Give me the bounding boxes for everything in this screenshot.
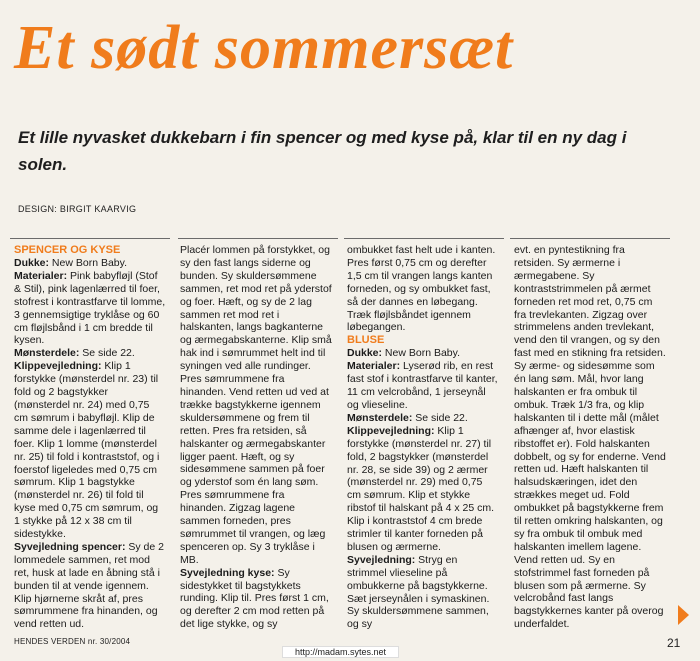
paragraph-syvejledning-spencer <box>14 541 166 631</box>
paragraph-bluse-klippevejledning <box>347 425 499 554</box>
label-bluse-syvejledning: Syvejledning: <box>347 553 416 566</box>
text-bluse-materialer: Lyserød rib, en rest fast stof i kontrastfarve til kanter, 11 cm velcrobånd, 1 jerseynål og vlieseline. <box>347 360 498 411</box>
source-url[interactable]: http://madam.sytes.net <box>282 646 399 658</box>
paragraph-materialer <box>14 270 166 347</box>
text-column-3 <box>347 244 499 631</box>
text-bluse-monsterdele: Se side 22. <box>412 411 468 424</box>
paragraph-bluse-materialer <box>347 360 499 412</box>
column-rule-2 <box>178 238 338 239</box>
design-credit: DESIGN: BIRGIT KAARVIG <box>18 204 137 214</box>
label-materialer: Materialer: <box>14 269 68 282</box>
column-rule-1 <box>10 238 170 239</box>
text-syvejledning-kyse: Sy sidestykket til bagstykkets runding. Klip til. Pres først 1 cm, og derefter 2 cm mod retten på det lige stykke, og sy <box>180 566 329 631</box>
label-syvejledning-kyse: Syvejledning kyse: <box>180 566 275 579</box>
label-dukke: Dukke: <box>14 257 50 269</box>
paragraph-monsterdele <box>14 347 166 360</box>
text-column-1 <box>14 244 166 631</box>
paragraph-spencer-continued: Placér lommen på forstykket, og sy den fast langs siderne og bunden. Sy skuldersømmene sammen, ret mod ret på yderstof og foer. Hæft, og sy de 2 lag sammen ret mod ret i halskanten, langs bagkanterne og ærmegabskanterne. Klip små hak ind i sømrummet helt ind til syningen ved alle rundinger. Pres sømrummene fra hinanden. Vend retten ud ved at trække bagstykkerne igennem skuldersømmene og frem til retten. Pres fra retsiden, så halskanter og ærmegabskanter ligger paent. Hæft, og sy sidesømmene sammen på foer og yderstof som én lang søm. Pres sømrummene fra hinanden. Zigzag lagene sammen forneden, pres sømrummet til vrangen, og læg spenceren op. Sy 3 tryklåse i MB. <box>180 244 332 566</box>
label-bluse-klippevejledning: Klippevejledning: <box>347 424 435 437</box>
text-bluse-klippevejledning: Klip 1 forstykke (mønsterdel nr. 27) til fold, 2 bagstykker (mønsterdel nr. 28, se side 39) og 2 ærmer (mønsterdel nr. 29) med 0,75 cm sømrum. Klip et stykke ribstof til halskant på 4 x 25 cm. Klip i kontraststof 4 cm brede strimler til kanter forneden på blusen og ærmerne. <box>347 424 495 553</box>
paragraph-bluse-syvejledning <box>347 554 499 631</box>
section-heading-bluse: BLUSE <box>347 334 385 347</box>
label-syvejledning-spencer: Syvejledning spencer: <box>14 540 126 553</box>
text-bluse-syvejledning: Stryg en strimmel vlieseline på ombukkerne på bagstykkerne. Sæt jerseynålen i symaskinen. Sy skuldersømmene sammen, og sy <box>347 553 490 631</box>
label-monsterdele: Mønsterdele: <box>14 347 80 360</box>
section-heading-spencer: SPENCER OG KYSE <box>14 244 121 256</box>
page-title: Et sødt sommersæt <box>14 14 514 82</box>
paragraph-kyse-continued: ombukket fast helt ude i kanten. Pres først 0,75 cm og derefter 1,5 cm til vrangen langs kanten forneden, og sy ombukket fast, så der dannes en løbegang. Træk fløjlsbåndet igennem løbegangen. <box>347 244 496 334</box>
paragraph-bluse-continued: evt. en pyntestikning fra retsiden. Sy ærmerne i ærmegabene. Sy kontraststrimmelen på ærmet forneden ret mod ret, 0,75 cm fra trevlekanten. Zigzag over strimmelens anden trevlekant, vend den til vrangen, og sy den fast med en stikning fra retsiden. Sy ærme- og sidesømme som én lang søm. Mål, hvor lang halskanten er fra ombuk til ombuk. Træk 1/3 fra, og klip halskanten til i dette mål (målet afhænger af, hvor elastisk ribstoffet er). Fold halskanten dobbelt, og sy for enderne. Vend retten ud. Hæft halskanten til halsudskæringen, idet den strækkes meget ud. Fold ombukket på bagstykkerne frem til retten omkring halskanten, og sy fra ombuk til ombuk med halskanten imellem lagene. Vend retten ud. Sy en stofstrimmel fast forneden på blusen som på ærmerne. Sy velcrobånd fast langs bagstykkernes kanter på overog underfaldet. <box>514 244 666 631</box>
label-bluse-materialer: Materialer: <box>347 360 401 373</box>
text-bluse-dukke: New Born Baby. <box>382 347 461 360</box>
paragraph-bluse-dukke <box>347 347 499 360</box>
paragraph-dukke <box>14 257 166 270</box>
label-klippevejledning: Klippevejledning: <box>14 360 102 373</box>
label-bluse-dukke: Dukke: <box>347 347 383 360</box>
paragraph-syvejledning-kyse <box>180 567 332 632</box>
text-column-4 <box>514 244 666 631</box>
paragraph-klippevejledning <box>14 360 166 541</box>
page-number: 21 <box>667 636 681 650</box>
column-rule-3 <box>344 238 504 239</box>
text-dukke: New Born Baby. <box>49 257 128 269</box>
continue-arrow-icon <box>678 605 689 625</box>
column-rule-4 <box>510 238 670 239</box>
text-materialer: Pink babyfløjl (Stof & Stil), pink lagenlærred til foer, stofrest i kontrastfarve til lomme, 3 gennemsigtige tryklåse og 60 cm fløjlsbånd i 1 cm bredde til kysen. <box>14 269 166 347</box>
magazine-footer: HENDES VERDEN nr. 30/2004 <box>14 637 131 646</box>
text-monsterdele: Se side 22. <box>79 347 135 360</box>
lead-paragraph: Et lille nyvasket dukkebarn i fin spencer og med kyse på, klar til en ny dag i solen. <box>18 128 627 174</box>
text-klippevejledning: Klip 1 forstykke (mønsterdel nr. 23) til fold og 2 bagstykker (mønsterdel nr. 24) med 0,75 cm sømrum i babyfløjl. Klip de samme dele i lagenlærred til foer. Klip 1 lomme (mønsterdel nr. 25) til fold i kontraststof, og i foerstof ligeledes med 0,75 cm sømrum. Klip 1 bagstykke (mønsterdel nr. 26) til fold til kyse med 0,75 cm sømrum, og 1 stykke på 12 x 38 cm til sidestykke. <box>14 360 160 541</box>
text-column-2 <box>180 244 332 631</box>
paragraph-bluse-monsterdele <box>347 412 499 425</box>
label-bluse-monsterdele: Mønsterdele: <box>347 411 413 424</box>
text-syvejledning-spencer: Sy de 2 lommedele sammen, ret mod ret, husk at lade en åbning stå i bunden til at vende igennem. Klip hjørnerne skråt af, pres sømrummene fra hinanden, og vend retten ud. <box>14 540 164 631</box>
